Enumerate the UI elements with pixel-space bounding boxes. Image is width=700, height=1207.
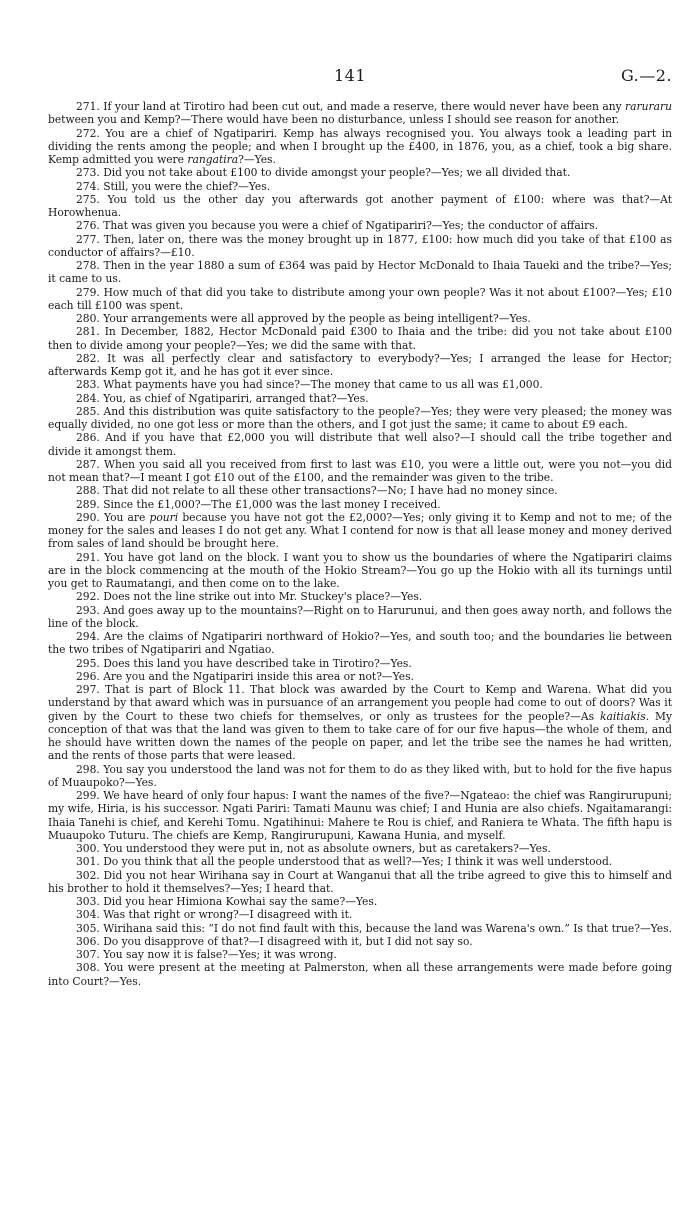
text-segment: 295. Does this land you have described take in Tirotiro?—Yes. — [76, 656, 412, 670]
text-segment: 293. And goes away up to the mountains?—Right on to Harurunui, and then goes away north, and follows the line of the block. — [48, 603, 672, 630]
question-302 — [48, 869, 672, 896]
text-segment: 299. We have heard of only four hapus: I want the names of the five?—Ngateao: the chief was Rangirurupuni; my wife, Hiria, is his successor. Ngati Pariri: Tamati Maunu was chief; I and Hunia are also chiefs. Ngaitamarangi: Ihaia Tanehi is chief, and Kerehi Tomu. Ngatihinui: Mahere te Rou is chief, and Raniera te Whata. The fifth hapu is Muaupoko Tuturu. The chiefs are Kemp, Rangirurupuni, Kawana Hunia, and myself. — [48, 789, 672, 842]
text-segment: 288. That did not relate to all these other transactions?—No; I have had no money since. — [76, 484, 558, 498]
text-segment: 305. Wirihana said this: “I do not find fault with this, because the land was Warena's own.” Is that true?—Yes. — [76, 921, 672, 935]
question-289 — [48, 498, 672, 511]
question-273 — [48, 166, 672, 179]
question-276 — [48, 219, 672, 232]
text-segment: 290. You are — [76, 510, 150, 524]
text-segment: between you and Kemp?—There would have been no disturbance, unless I should see reason for another. — [48, 113, 620, 127]
text-segment: 291. You have got land on the block. I want you to show us the boundaries of where the Ngatipariri claims are in the block commencing at the mouth of the Hokio Stream?—You go up the Hokio with all its turnings until you get to Raumatangi, and then come on to the lake. — [48, 550, 672, 590]
text-segment: 303. Did you hear Himiona Kowhai say the same?—Yes. — [76, 895, 378, 908]
text-segment: 272. You are a chief of Ngatipariri. Kemp has always recognised you. You always took a leading part in dividing the rents among the people; and when I brought up the £400, in 1876, you, as a chief, took a big share. Kemp admitted you were — [48, 126, 672, 166]
text-segment: 281. In December, 1882, Hector McDonald paid £300 to Ihaia and the tribe: did you not take about £100 then to divide among your people?—Yes; we did the same with that. — [48, 325, 672, 352]
text-segment: because you have not got the £2,000?—Yes; only giving it to Kemp and not to me; of the money for the sales and leases I do not get any. What I contend for now is that all lease money and money derived from sales of land should be brought here. — [48, 510, 672, 551]
text-segment: 274. Still, you were the chief?—Yes. — [76, 179, 271, 193]
question-291 — [48, 551, 672, 591]
question-293 — [48, 604, 672, 631]
maori-term: raruraru — [625, 100, 672, 113]
text-segment: 297. That is part of Block 11. That block was awarded by the Court to Kemp and Warena. What did you understand by that award which was in pursuance of an arrangement you people had come to out of doors? Was it given by the Court to these two chiefs for themselves, or only as trustees for the people?—As — [48, 683, 672, 723]
text-segment: 300. You understood they were put in, not as absolute owners, but as caretakers?—Yes. — [76, 842, 551, 855]
question-277 — [48, 233, 672, 260]
question-304 — [48, 908, 672, 921]
document-reference: G.—2. — [620, 66, 672, 85]
question-307 — [48, 948, 672, 961]
maori-term: kaitiakis — [599, 709, 646, 723]
text-segment: 287. When you said all you received from first to last was £10, you were a little out, were you not—you did not mean that?—I meant I got £10 out of the £100, and the remainder was given to the tribe. — [48, 457, 672, 484]
question-287 — [48, 458, 672, 485]
text-segment: 273. Did you not take about £100 to divide amongst your people?—Yes; we all divided that. — [76, 166, 571, 180]
question-295 — [48, 657, 672, 670]
text-segment: 284. You, as chief of Ngatipariri, arranged that?—Yes. — [76, 391, 369, 405]
question-296 — [48, 670, 672, 683]
question-292 — [48, 590, 672, 603]
question-286 — [48, 431, 672, 458]
question-303 — [48, 895, 672, 908]
question-290 — [48, 511, 672, 551]
question-275 — [48, 193, 672, 220]
text-segment: 302. Did you not hear Wirihana say in Court at Wanganui that all the tribe agreed to give this to himself and his brother to hold it themselves?—Yes; I heard that. — [48, 868, 672, 895]
question-282 — [48, 352, 672, 379]
text-segment: 296. Are you and the Ngatipariri inside this area or not?—Yes. — [76, 669, 414, 683]
question-308 — [48, 961, 672, 988]
question-305 — [48, 922, 672, 935]
text-segment: 286. And if you have that £2,000 you will distribute that well also?—I should call the tribe together and divide it amongst them. — [48, 431, 672, 458]
text-segment: 283. What payments have you had since?—The money that came to us all was £1,000. — [76, 378, 543, 392]
text-segment: ?—Yes. — [238, 153, 276, 166]
text-segment: 294. Are the claims of Ngatipariri northward of Hokio?—Yes, and south too; and the boundaries lie between the two tribes of Ngatipariri and Ngatiao. — [48, 630, 672, 657]
text-segment: . My conception of that was that the land was given to them to take care of for our five hapus—the whole of them, and he should have written down the names of the people on paper, and let the tribe see the names he had written, and the rents of those parts that were leased. — [48, 709, 672, 763]
question-280 — [48, 312, 672, 325]
text-segment: 277. Then, later on, there was the money brought up in 1877, £100: how much did you take of that £100 as conductor of affairs?—£10. — [48, 232, 672, 259]
maori-term: pouri — [149, 510, 179, 524]
document-body — [48, 100, 672, 988]
text-segment: 292. Does not the line strike out into Mr. Stuckey's place?—Yes. — [76, 590, 423, 604]
text-segment: 275. You told us the other day you afterwards got another payment of £100: where was that?—At Horowhenua. — [48, 192, 672, 219]
text-segment: 279. How much of that did you take to distribute among your own people? Was it not about £100?—Yes; £10 each till £100 was spent. — [48, 285, 672, 312]
question-299 — [48, 789, 672, 842]
question-279 — [48, 286, 672, 313]
page-header — [0, 66, 700, 90]
text-segment: 271. If your land at Tirotiro had been cut out, and made a reserve, there would never have been any — [76, 100, 626, 113]
text-segment: 307. You say now it is false?—Yes; it was wrong. — [76, 948, 337, 961]
question-284 — [48, 392, 672, 405]
question-300 — [48, 842, 672, 855]
text-segment: 285. And this distribution was quite satisfactory to the people?—Yes; they were very pleased; the money was equally divided, no one got less or more than the others, and I got just the same; it came to about £9 each. — [48, 404, 672, 431]
text-segment: 289. Since the £1,000?—The £1,000 was the last money I received. — [76, 497, 441, 511]
text-segment: 308. You were present at the meeting at Palmerston, when all these arrangements were made before going into Court?—Yes. — [48, 961, 672, 988]
question-283 — [48, 378, 672, 391]
question-271 — [48, 100, 672, 127]
question-301 — [48, 855, 672, 868]
text-segment: 306. Do you disapprove of that?—I disagreed with it, but I did not say so. — [76, 934, 473, 948]
text-segment: 301. Do you think that all the people understood that as well?—Yes; I think it was well understood. — [76, 855, 613, 869]
text-segment: 304. Was that right or wrong?—I disagreed with it. — [76, 908, 353, 922]
text-segment: 278. Then in the year 1880 a sum of £364 was paid by Hector McDonald to Ihaia Taueki and the tribe?—Yes; it came to us. — [48, 259, 672, 286]
text-segment: 280. Your arrangements were all approved by the people as being intelligent?—Yes. — [76, 312, 531, 325]
question-298 — [48, 763, 672, 790]
question-281 — [48, 325, 672, 352]
question-294 — [48, 630, 672, 657]
text-segment: 282. It was all perfectly clear and satisfactory to everybody?—Yes; I arranged the lease for Hector; afterwards Kemp got it, and he has got it ever since. — [48, 351, 672, 378]
question-272 — [48, 127, 672, 167]
question-274 — [48, 180, 672, 193]
text-segment: 276. That was given you because you were a chief of Ngatipariri?—Yes; the conductor of affairs. — [76, 219, 599, 233]
question-288 — [48, 484, 672, 497]
maori-term: rangatira — [187, 153, 239, 166]
question-285 — [48, 405, 672, 432]
text-segment: 298. You say you understood the land was not for them to do as they liked with, but to hold for the five hapus of Muaupoko?—Yes. — [48, 762, 672, 789]
question-297 — [48, 683, 672, 763]
question-306 — [48, 935, 672, 948]
question-278 — [48, 259, 672, 286]
page-number: 141 — [333, 66, 367, 85]
